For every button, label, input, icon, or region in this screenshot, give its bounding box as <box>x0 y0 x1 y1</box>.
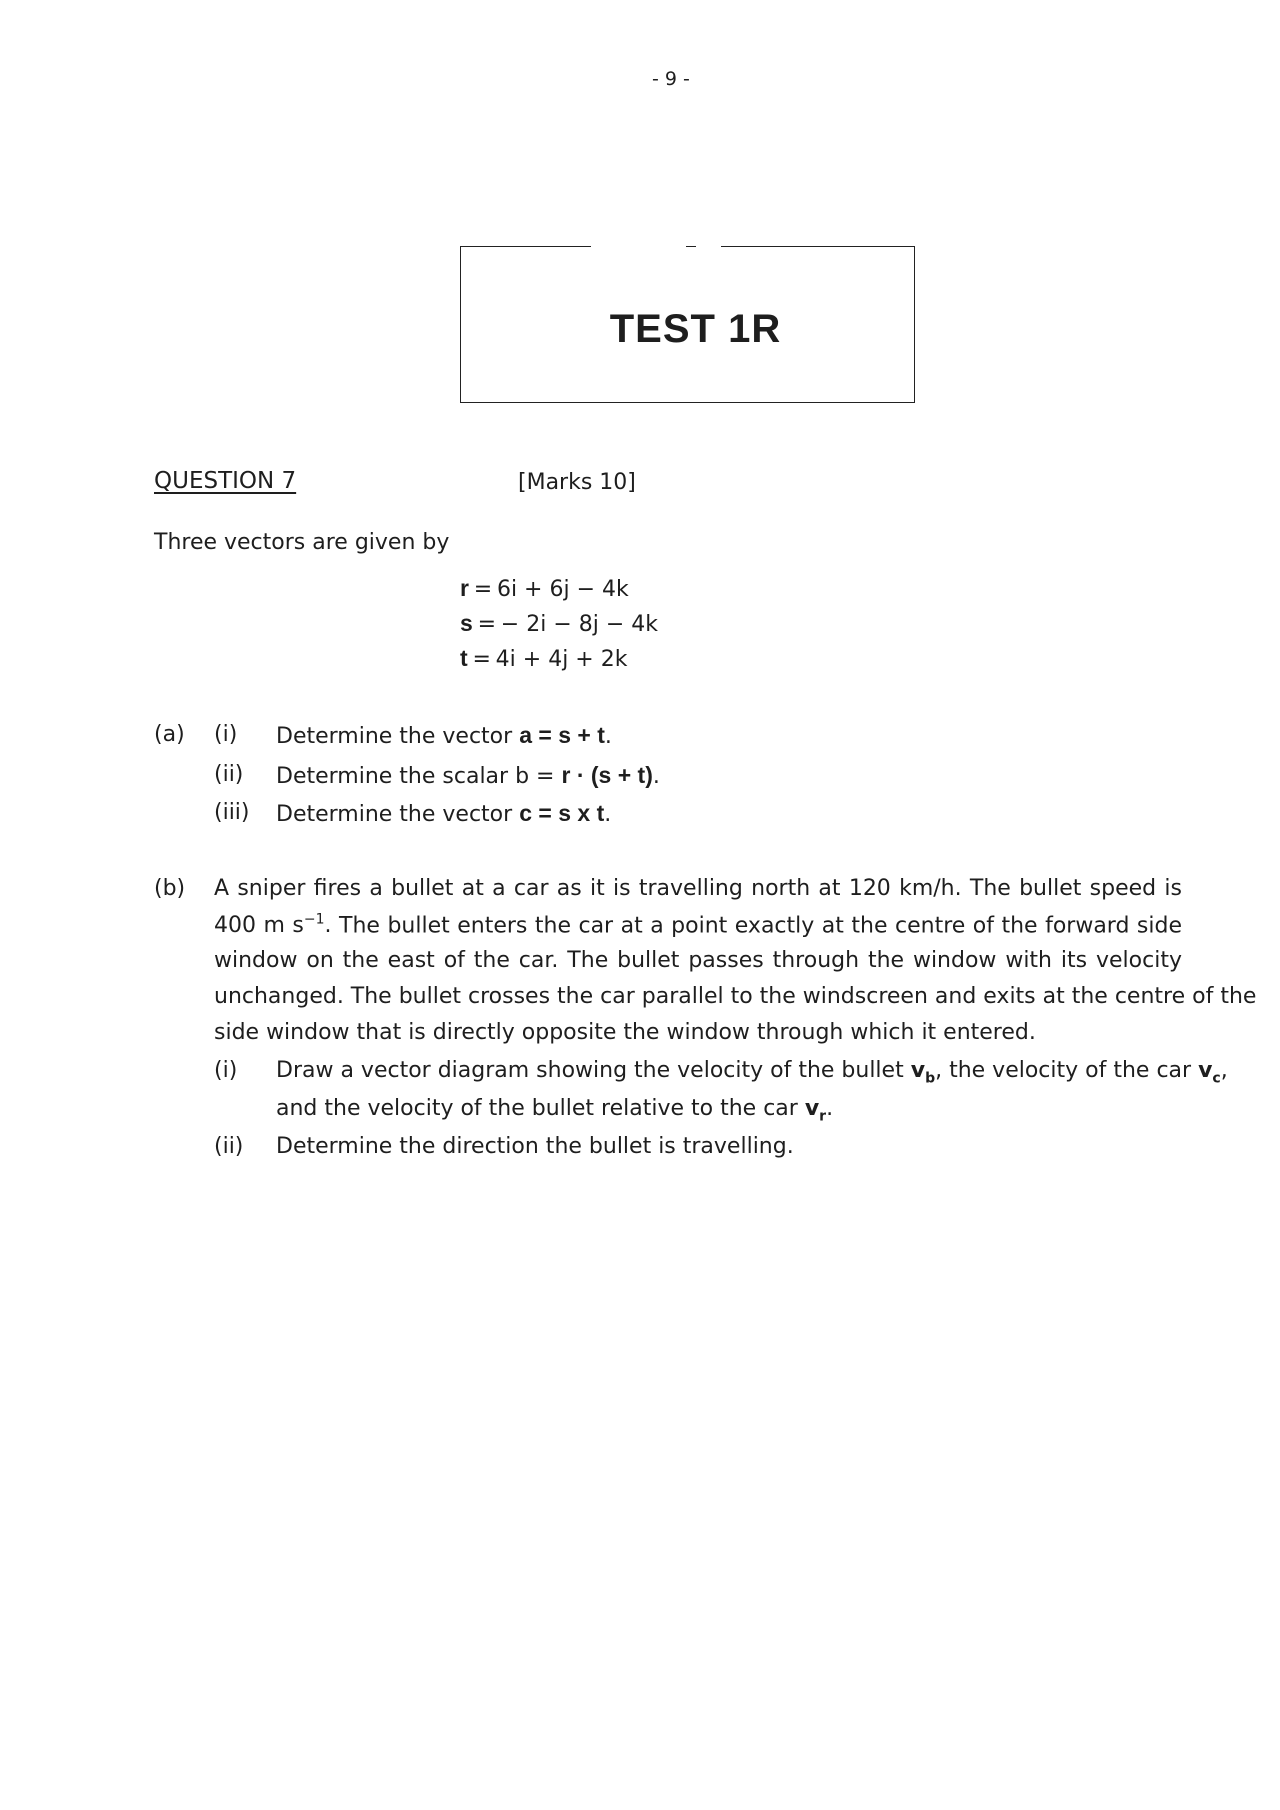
part-a-i-label: (i) <box>214 722 238 747</box>
item-text: Determine the vector <box>276 802 513 827</box>
vector-equals: = <box>472 647 491 672</box>
item-end: . <box>604 724 612 749</box>
item-math: a = s + t <box>519 722 605 748</box>
item-text: Determine the vector <box>276 724 513 749</box>
speed-value: 400 m $s^{-1}$. <box>214 912 332 939</box>
part-b-ii-label: (ii) <box>214 1134 244 1159</box>
page-number: - 9 - <box>652 68 690 90</box>
vector-equals: = <box>477 612 497 637</box>
item-text: Determine the scalar b = <box>276 764 555 789</box>
test-title: TEST 1R <box>609 307 782 351</box>
part-b-i-line-2: and the velocity of the bullet relative to the car $v_r$. <box>276 1096 834 1125</box>
part-a-iii-label: (iii) <box>214 800 250 825</box>
vector-expression: 4i + 4j + 2k <box>495 647 628 672</box>
vector-expression: − 2i − 8j − 4k <box>500 612 659 637</box>
part-b-i-line-1: Draw a vector diagram showing the velocity of the bullet $v_b$, the velocity of the car $v_c$, <box>276 1058 1228 1087</box>
vector-t <box>460 645 627 672</box>
part-b-label: (b) <box>154 876 186 901</box>
vector-expression: 6i + 6j − 4k <box>496 577 629 602</box>
vector-name: r <box>460 575 469 601</box>
vector-equals: = <box>473 577 493 602</box>
item-end: . <box>652 764 660 789</box>
vector-name: s <box>460 610 473 636</box>
velocity-bullet: $v_b$ <box>910 1058 936 1087</box>
part-a-iii-text <box>276 800 611 827</box>
part-b-line-3: window on the east of the car. The bullet passes through the window with its velocity <box>214 948 1182 973</box>
part-b-line-4: unchanged. The bullet crosses the car parallel to the windscreen and exits at the centre of the <box>214 984 1257 1009</box>
part-b-line-2: 400 m $s^{-1}$. The bullet enters the car at a point exactly at the centre of the forward side <box>214 912 1183 939</box>
vector-name: t <box>460 645 468 671</box>
vector-s <box>460 610 658 637</box>
part-b-ii-text: Determine the direction the bullet is travelling. <box>276 1134 794 1159</box>
part-a-label: (a) <box>154 722 185 747</box>
part-a-ii-text <box>276 762 660 789</box>
part-a-i-text <box>276 722 612 749</box>
question-heading: QUESTION 7 <box>154 468 297 494</box>
part-a-ii-label: (ii) <box>214 762 244 787</box>
item-end: . <box>604 802 612 827</box>
question-marks: [Marks 10] <box>518 470 636 495</box>
title-box <box>460 246 915 403</box>
velocity-car: $v_c$ <box>1198 1058 1221 1087</box>
item-math: c = s x t <box>519 800 605 826</box>
velocity-relative: $v_r$ <box>804 1096 827 1125</box>
part-b-line-5: side window that is directly opposite the window through which it entered. <box>214 1020 1036 1045</box>
part-b-line-1: A sniper fires a bullet at a car as it is travelling north at 120 km/h. The bullet speed is <box>214 876 1182 901</box>
item-math: r · (s + t) <box>561 762 653 788</box>
vector-r <box>460 575 629 602</box>
question-intro: Three vectors are given by <box>154 530 450 555</box>
part-b-i-label: (i) <box>214 1058 238 1083</box>
